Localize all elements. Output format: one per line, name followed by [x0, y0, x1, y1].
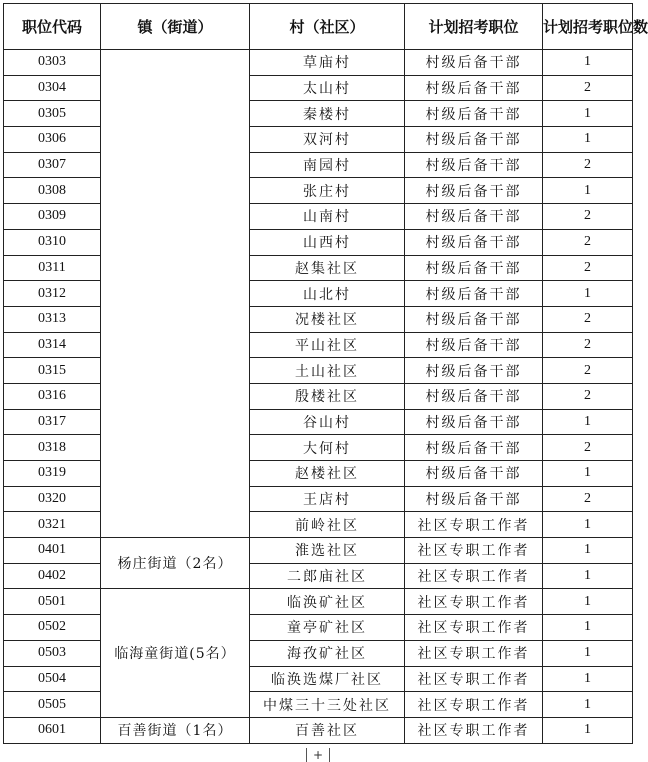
- position-code-cell: 0401: [4, 538, 101, 564]
- position-code-cell: 0308: [4, 178, 101, 204]
- position-count-cell: 2: [543, 332, 633, 358]
- position-code-cell: 0316: [4, 383, 101, 409]
- town-cell: 百善街道（1名）: [101, 717, 250, 743]
- position-count-cell: 1: [543, 589, 633, 615]
- position-code-cell: 0402: [4, 563, 101, 589]
- village-cell: 秦楼村: [250, 101, 405, 127]
- position-code-cell: 0303: [4, 50, 101, 76]
- position-title-cell: 村级后备干部: [405, 127, 543, 153]
- position-count-cell: 1: [543, 127, 633, 153]
- position-title-cell: 村级后备干部: [405, 101, 543, 127]
- village-cell: 百善社区: [250, 717, 405, 743]
- position-code-cell: 0307: [4, 152, 101, 178]
- village-cell: 淮选社区: [250, 538, 405, 564]
- position-code-cell: 0309: [4, 204, 101, 230]
- table-row: [4, 461, 633, 487]
- position-code-cell: 0601: [4, 717, 101, 743]
- position-title-cell: 村级后备干部: [405, 358, 543, 384]
- position-title-cell: 村级后备干部: [405, 152, 543, 178]
- village-cell: 赵集社区: [250, 255, 405, 281]
- position-title-cell: 社区专职工作者: [405, 615, 543, 641]
- position-title-cell: 村级后备干部: [405, 75, 543, 101]
- village-cell: 临涣矿社区: [250, 589, 405, 615]
- position-count-cell: 2: [543, 306, 633, 332]
- table-row: [4, 152, 633, 178]
- position-title-cell: 村级后备干部: [405, 255, 543, 281]
- position-title-cell: 社区专职工作者: [405, 640, 543, 666]
- position-count-cell: 1: [543, 461, 633, 487]
- position-code-cell: 0310: [4, 229, 101, 255]
- position-code-cell: 0311: [4, 255, 101, 281]
- table-row: [4, 640, 633, 666]
- position-title-cell: 村级后备干部: [405, 332, 543, 358]
- position-code-cell: 0317: [4, 409, 101, 435]
- village-cell: 太山村: [250, 75, 405, 101]
- position-count-cell: 2: [543, 486, 633, 512]
- position-code-cell: 0313: [4, 306, 101, 332]
- position-count-cell: 2: [543, 229, 633, 255]
- position-title-cell: 村级后备干部: [405, 461, 543, 487]
- table-row: [4, 383, 633, 409]
- village-cell: 童亭矿社区: [250, 615, 405, 641]
- position-title-cell: 村级后备干部: [405, 306, 543, 332]
- table-row: [4, 615, 633, 641]
- table-row: [4, 717, 633, 743]
- position-title-cell: 村级后备干部: [405, 178, 543, 204]
- position-code-cell: 0504: [4, 666, 101, 692]
- position-count-cell: 1: [543, 409, 633, 435]
- village-cell: 中煤三十三处社区: [250, 692, 405, 718]
- village-cell: 前岭社区: [250, 512, 405, 538]
- position-count-cell: 1: [543, 50, 633, 76]
- table-row: [4, 589, 633, 615]
- table-row: [4, 692, 633, 718]
- village-cell: 赵楼社区: [250, 461, 405, 487]
- village-cell: 殷楼社区: [250, 383, 405, 409]
- position-title-cell: 社区专职工作者: [405, 717, 543, 743]
- village-cell: 张庄村: [250, 178, 405, 204]
- town-cell: [101, 50, 250, 538]
- village-cell: 草庙村: [250, 50, 405, 76]
- position-title-cell: 村级后备干部: [405, 383, 543, 409]
- position-code-cell: 0505: [4, 692, 101, 718]
- position-count-cell: 1: [543, 101, 633, 127]
- table-row: [4, 75, 633, 101]
- position-title-cell: 村级后备干部: [405, 50, 543, 76]
- position-code-cell: 0304: [4, 75, 101, 101]
- village-cell: 海孜矿社区: [250, 640, 405, 666]
- village-cell: 山西村: [250, 229, 405, 255]
- position-count-cell: 1: [543, 512, 633, 538]
- village-cell: 临涣选煤厂社区: [250, 666, 405, 692]
- position-count-cell: 2: [543, 435, 633, 461]
- village-cell: 大何村: [250, 435, 405, 461]
- position-count-cell: 2: [543, 383, 633, 409]
- table-row: [4, 409, 633, 435]
- village-cell: 双河村: [250, 127, 405, 153]
- table-row: [4, 204, 633, 230]
- header-code: 职位代码: [4, 4, 101, 50]
- position-code-cell: 0319: [4, 461, 101, 487]
- village-cell: 南园村: [250, 152, 405, 178]
- position-code-cell: 0501: [4, 589, 101, 615]
- town-cell: 临海童街道(5名）: [101, 589, 250, 717]
- table-row: [4, 281, 633, 307]
- position-count-cell: 1: [543, 692, 633, 718]
- position-title-cell: 社区专职工作者: [405, 563, 543, 589]
- position-count-cell: 1: [543, 281, 633, 307]
- position-count-cell: 1: [543, 615, 633, 641]
- position-code-cell: 0320: [4, 486, 101, 512]
- table-row: [4, 306, 633, 332]
- table-row: [4, 229, 633, 255]
- position-count-cell: 1: [543, 640, 633, 666]
- village-cell: 山北村: [250, 281, 405, 307]
- position-count-cell: 2: [543, 204, 633, 230]
- table-row: [4, 512, 633, 538]
- table-row: [4, 563, 633, 589]
- position-title-cell: 村级后备干部: [405, 229, 543, 255]
- position-code-cell: 0312: [4, 281, 101, 307]
- table-row: [4, 255, 633, 281]
- position-code-cell: 0314: [4, 332, 101, 358]
- header-count: 计划招考职位数: [543, 4, 633, 50]
- table-row: [4, 666, 633, 692]
- table-row: [4, 358, 633, 384]
- position-title-cell: 社区专职工作者: [405, 538, 543, 564]
- position-title-cell: 社区专职工作者: [405, 589, 543, 615]
- position-title-cell: 村级后备干部: [405, 435, 543, 461]
- village-cell: 王店村: [250, 486, 405, 512]
- position-count-cell: 1: [543, 666, 633, 692]
- position-code-cell: 0315: [4, 358, 101, 384]
- position-code-cell: 0503: [4, 640, 101, 666]
- village-cell: 谷山村: [250, 409, 405, 435]
- position-count-cell: 1: [543, 563, 633, 589]
- position-title-cell: 村级后备干部: [405, 486, 543, 512]
- table-row: [4, 332, 633, 358]
- table-row: [4, 127, 633, 153]
- header-row: [4, 4, 633, 50]
- position-code-cell: 0305: [4, 101, 101, 127]
- position-count-cell: 2: [543, 358, 633, 384]
- position-title-cell: 村级后备干部: [405, 409, 543, 435]
- header-town: 镇（街道）: [101, 4, 250, 50]
- tab-marker: +: [306, 748, 330, 762]
- position-count-cell: 1: [543, 178, 633, 204]
- table-row: [4, 538, 633, 564]
- position-title-cell: 社区专职工作者: [405, 666, 543, 692]
- position-title-cell: 社区专职工作者: [405, 512, 543, 538]
- position-count-cell: 1: [543, 538, 633, 564]
- table-row: [4, 178, 633, 204]
- table-row: [4, 50, 633, 76]
- position-count-cell: 2: [543, 152, 633, 178]
- position-title-cell: 村级后备干部: [405, 281, 543, 307]
- position-code-cell: 0306: [4, 127, 101, 153]
- village-cell: 山南村: [250, 204, 405, 230]
- table-row: [4, 101, 633, 127]
- village-cell: 平山社区: [250, 332, 405, 358]
- position-title-cell: 村级后备干部: [405, 204, 543, 230]
- position-code-cell: 0321: [4, 512, 101, 538]
- position-code-cell: 0318: [4, 435, 101, 461]
- table-body: [4, 50, 633, 744]
- position-count-cell: 2: [543, 75, 633, 101]
- recruitment-table: [3, 3, 648, 744]
- table-row: [4, 486, 633, 512]
- village-cell: 二郎庙社区: [250, 563, 405, 589]
- position-title-cell: 社区专职工作者: [405, 692, 543, 718]
- header-village: 村（社区）: [250, 4, 405, 50]
- position-code-cell: 0502: [4, 615, 101, 641]
- position-count-cell: 1: [543, 717, 633, 743]
- header-position: 计划招考职位: [405, 4, 543, 50]
- town-cell: 杨庄街道（2名）: [101, 538, 250, 589]
- village-cell: 土山社区: [250, 358, 405, 384]
- position-count-cell: 2: [543, 255, 633, 281]
- village-cell: 况楼社区: [250, 306, 405, 332]
- table-row: [4, 435, 633, 461]
